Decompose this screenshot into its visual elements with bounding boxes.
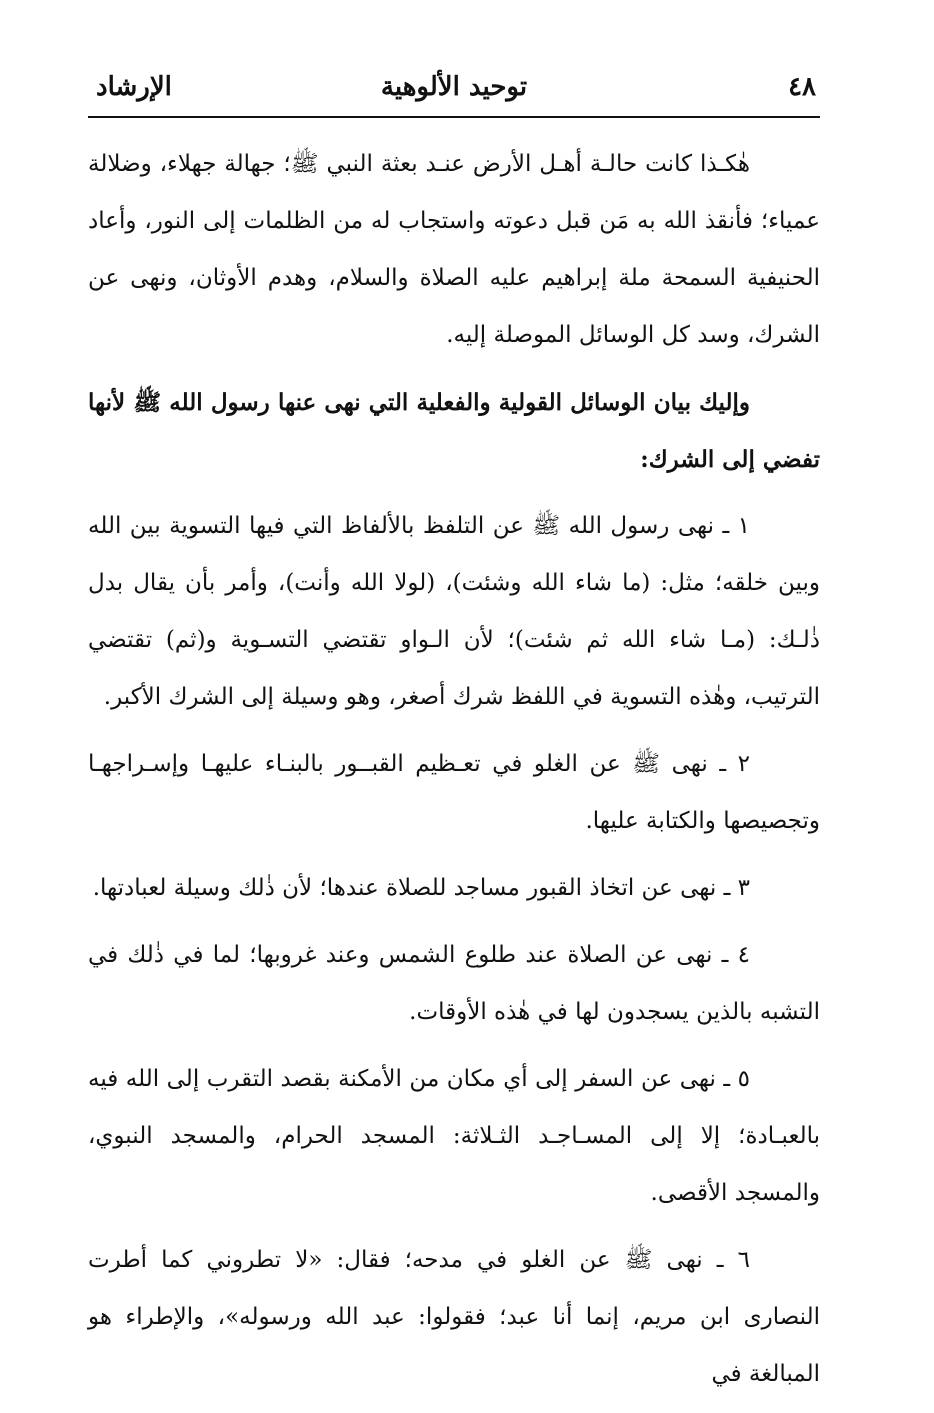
list-item: ٥ ـ نهى عن السفر إلى أي مكان من الأمكنة بقصد التقرب إلى الله فيه بالعبـادة؛ إلا إلى المسـاجـد الثـلاثة: المسجد الحرام، والمسجد النبوي، والمسجد الأقصى. (88, 1066, 820, 1206)
book-page (88, 58, 820, 1413)
list-item: ٣ ـ نهى عن اتخاذ القبور مساجد للصلاة عندها؛ لأن ذٰلك وسيلة لعبادتها. (92, 875, 750, 901)
lead-paragraph: وإليك بيان الوسائل القولية والفعلية التي نهى عنها رسول الله ﷺ لأنها تفضي إلى الشرك: (88, 389, 820, 473)
list-item: ٤ ـ نهى عن الصلاة عند طلوع الشمس وعند غروبها؛ لما في ذٰلك في التشبه بالذين يسجدون لها في هٰذه الأوقات. (88, 942, 820, 1025)
running-head-title: توحيد الألوهية (380, 72, 528, 102)
running-head (88, 58, 820, 118)
body-text (88, 136, 820, 1403)
list-item: ٢ ـ نهى ﷺ عن الغلو في تعـظيم القبــور بالبنـاء عليهـا وإسـراجهـا وتجصيصها والكتابة عليها. (88, 751, 820, 834)
list-item: ١ ـ نهى رسول الله ﷺ عن التلفظ بالألفاظ التي فيها التسوية بين الله وبين خلقه؛ مثل: (ما شاء الله وشئت)، (لولا الله وأنت)، وأمر بأن يقال بدل ذٰلـك: (مـا شاء الله ثم شئت)؛ لأن الـواو تقتضي التسـوية و(ثم) تقتضي الترتيب، وهٰذه التسوية في اللفظ شرك أصغر، وهو وسيلة إلى الشرك الأكبر. (88, 513, 820, 710)
page-number: ٤٨ (788, 72, 816, 102)
intro-paragraph: هٰكـذا كانت حالـة أهـل الأرض عنـد بعثة النبي ﷺ؛ جهالة جهلاء، وضلالة عمياء؛ فأنقذ الله به مَن قبل دعوته واستجاب له من الظلمات إلى النور، وأعاد الحنيفية السمحة ملة إبراهيم عليه الصلاة والسلام، وهدم الأوثان، ونهى عن الشرك، وسد كل الوسائل الموصلة إليه. (88, 151, 820, 348)
running-head-section: الإرشاد (96, 72, 172, 102)
list-item: ٦ ـ نهى ﷺ عن الغلو في مدحه؛ فقال: «لا تطروني كما أطرت النصارى ابن مريم، إنما أنا عبد؛ فقولوا: عبد الله ورسوله»، والإطراء هو المبالغة في (88, 1247, 820, 1387)
